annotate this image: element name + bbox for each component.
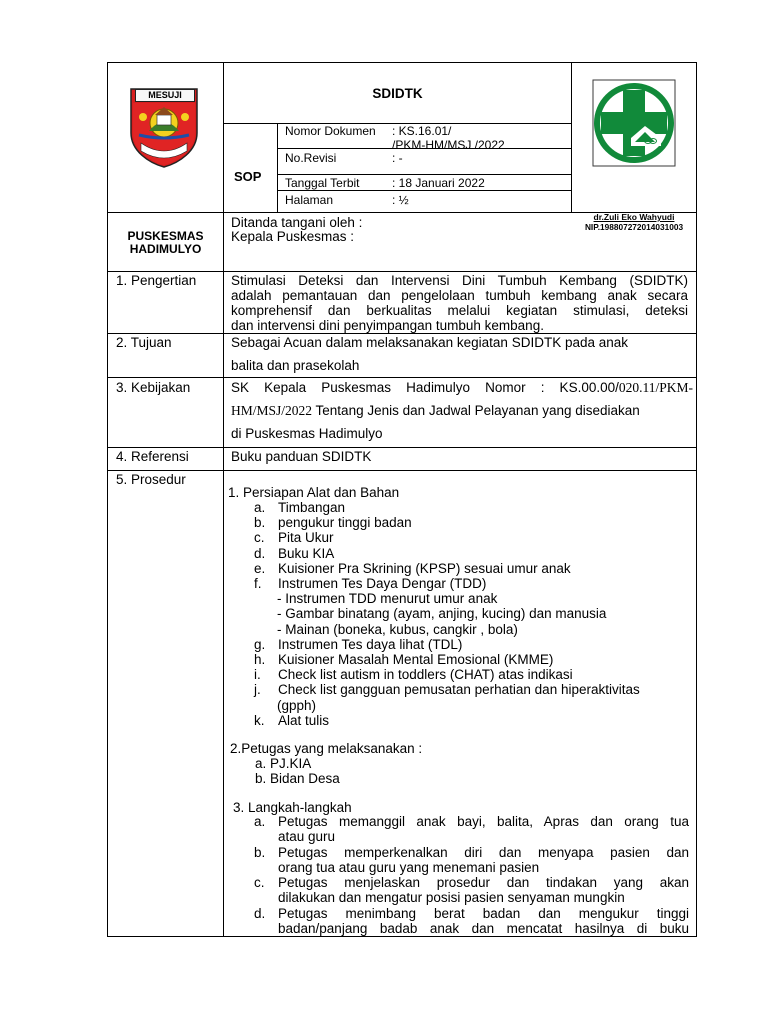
kebijakan-text-3: di Puskesmas Hadimulyo xyxy=(231,426,383,441)
persiapan-item-marker: f. xyxy=(254,576,262,591)
persiapan-item-text: - Gambar binatang (ayam, anjing, kucing) dan manusia xyxy=(277,606,607,622)
langkah-item-text: Petugas memperkenalkan diri dan menyapa pasien dan xyxy=(278,845,689,860)
puskesmas-logo xyxy=(591,78,677,168)
referensi-text: Buku panduan SDIDTK xyxy=(231,449,372,464)
langkah-item-marker: c. xyxy=(254,875,265,890)
persiapan-item-text: Kuisioner Masalah Mental Emosional (KMME) xyxy=(278,652,554,667)
persiapan-item-marker: c. xyxy=(254,530,265,546)
persiapan-item-text: Timbangan xyxy=(278,500,346,515)
section-label-prosedur: 5. Prosedur xyxy=(116,472,186,487)
langkah-item-text: Petugas menimbang berat badan dan mengukur tinggi xyxy=(278,906,689,921)
persiapan-title: 1. Persiapan Alat dan Bahan xyxy=(228,485,400,500)
pengertian-line: komprehensif dan berkualitas melalui kegiatan stimulasi, deteksi xyxy=(231,303,688,318)
persiapan-item-text: pengukur tinggi badan xyxy=(278,515,412,531)
persiapan-item-text: Buku KIA xyxy=(278,545,335,561)
kebijakan-text: SK Kepala Puskesmas Hadimulyo Nomor : KS.00.00/ xyxy=(231,380,619,395)
langkah-title: 3. Langkah-langkah xyxy=(233,800,352,815)
persiapan-item-text: Kuisioner Pra Skrining (KPSP) sesuai umur anak xyxy=(278,560,571,576)
langkah-item-marker: a. xyxy=(254,814,266,829)
persiapan-item-marker: a. xyxy=(254,500,266,515)
persiapan-item-text: Check list autism in toddlers (CHAT) atas indikasi xyxy=(278,667,573,683)
langkah-item-text: Petugas memanggil anak bayi, balita, Apras dan orang tua xyxy=(278,814,689,829)
tujuan-text: Sebagai Acuan dalam melaksanakan kegiatan SDIDTK pada anak xyxy=(231,335,629,350)
organization-name-2: HADIMULYO xyxy=(129,242,202,256)
langkah-item-marker: b. xyxy=(254,845,266,860)
persiapan-item-text: (gpph) xyxy=(277,697,317,713)
doc-number-label: Nomor Dokumen xyxy=(285,124,376,138)
signatory-name: dr.Zuli Eko Wahyudi xyxy=(593,212,675,222)
petugas-item: b. Bidan Desa xyxy=(255,771,340,786)
petugas-item: a. PJ.KIA xyxy=(255,756,312,771)
page-value: : ½ xyxy=(392,193,409,207)
mesuji-logo xyxy=(127,85,201,169)
persiapan-item-marker: k. xyxy=(254,712,265,728)
langkah-item-text-2: orang tua atau guru yang menemani pasien xyxy=(278,860,540,875)
petugas-title: 2.Petugas yang melaksanakan : xyxy=(230,741,423,756)
signed-by-label: Ditanda tangani oleh : xyxy=(231,215,363,230)
revision-label: No.Revisi xyxy=(285,151,337,165)
doc-number-value-2: /PKM-HM/MSJ /2022 xyxy=(392,138,505,152)
section-label-pengertian: 1. Pengertian xyxy=(116,273,197,288)
persiapan-item-text: - Mainan (boneka, kubus, cangkir , bola) xyxy=(277,621,518,637)
langkah-item-text-2: atau guru xyxy=(278,829,336,844)
kebijakan-code: HM/MSJ/2022 xyxy=(231,403,313,418)
kebijakan-number: 020.11/PKM- xyxy=(618,380,693,395)
langkah-item-text: Petugas menjelaskan prosedur dan tindakan yang akan xyxy=(278,875,689,890)
tujuan-text-2: balita dan prasekolah xyxy=(231,358,360,373)
page-label: Halaman xyxy=(285,193,334,207)
sop-label: SOP xyxy=(234,169,262,184)
pengertian-line: dan intervensi dini penyimpangan tumbuh kembang. xyxy=(231,318,544,333)
langkah-item-marker: d. xyxy=(254,906,266,921)
persiapan-item-text: Check list gangguan pemusatan perhatian dan hiperaktivitas xyxy=(278,682,640,698)
persiapan-item-text: Alat tulis xyxy=(278,712,330,728)
persiapan-item-marker: b. xyxy=(254,515,266,531)
signatory-nip: NIP.198807272014031003 xyxy=(584,222,684,232)
revision-value: : - xyxy=(392,151,403,165)
persiapan-item-marker: j. xyxy=(254,682,261,698)
date-value: : 18 Januari 2022 xyxy=(392,176,485,190)
section-label-tujuan: 2. Tujuan xyxy=(116,335,172,350)
persiapan-item-marker: i. xyxy=(254,667,261,683)
date-label: Tanggal Terbit xyxy=(285,176,360,190)
logo-text: MESUJI xyxy=(135,89,195,102)
section-label-referensi: 4. Referensi xyxy=(116,449,189,464)
document-title: SDIDTK xyxy=(372,86,423,101)
langkah-item-text-2: badan/panjang badab anak dan mencatat hasilnya di buku xyxy=(278,921,689,936)
persiapan-item-text: - Instrumen TDD menurut umur anak xyxy=(277,591,498,607)
kebijakan-line-1 xyxy=(231,380,693,395)
pengertian-line: adalah pemantauan dan pengelolaan tumbuh kembang anak secara xyxy=(231,288,688,303)
signatory-position: Kepala Puskesmas : xyxy=(231,229,355,244)
persiapan-item-text: Instrumen Tes daya lihat (TDL) xyxy=(278,636,463,652)
section-label-kebijakan: 3. Kebijakan xyxy=(116,380,191,395)
persiapan-item-marker: d. xyxy=(254,545,266,561)
persiapan-item-marker: h. xyxy=(254,652,266,667)
persiapan-item-text: Pita Ukur xyxy=(278,530,334,546)
persiapan-item-marker: e. xyxy=(254,560,266,576)
organization-name: PUSKESMAS xyxy=(127,229,204,243)
pengertian-text xyxy=(231,273,688,333)
pengertian-line: Stimulasi Deteksi dan Intervensi Dini Tumbuh Kembang (SDIDTK) xyxy=(231,273,688,288)
persiapan-item-text: Instrumen Tes Daya Dengar (TDD) xyxy=(278,576,487,591)
langkah-item-text-2: dilakukan dan mengatur posisi pasien senyaman mungkin xyxy=(278,890,625,905)
kebijakan-line-2 xyxy=(231,403,640,418)
kebijakan-text-2: Tentang Jenis dan Jadwal Pelayanan yang disediakan xyxy=(312,403,640,418)
doc-number-value: : KS.16.01/ xyxy=(392,124,452,138)
persiapan-item-marker: g. xyxy=(254,636,266,652)
